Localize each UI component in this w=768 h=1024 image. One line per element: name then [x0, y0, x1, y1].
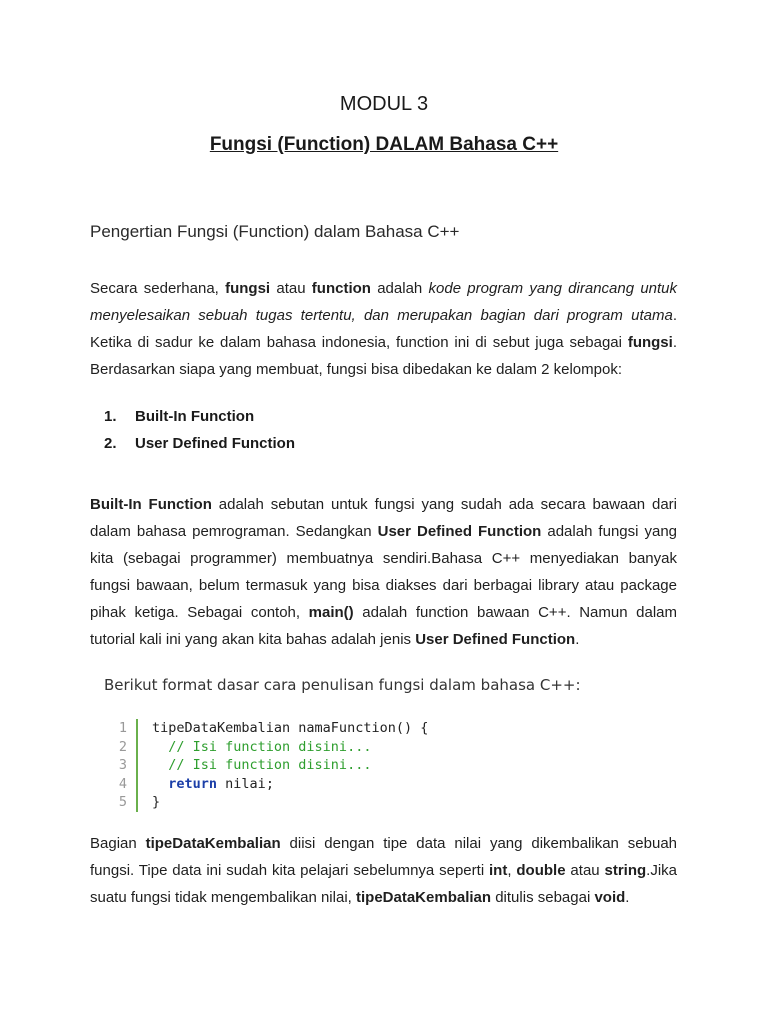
- document-subtitle: Fungsi (Function) DALAM Bahasa C++: [209, 134, 559, 155]
- return-type-paragraph: Bagian tipeDataKembalian diisi dengan tipe data nilai yang dikembalikan sebuah fungsi. Tipe data ini sudah kita pelajari sebelumnya seperti int, double atau string.Jika suatu fungsi tidak mengembalikan nilai, tipeDataKembalian ditulis sebagai void.: [90, 835, 678, 906]
- code-line: 1 tipeDataKembalian namaFunction() {: [112, 719, 532, 738]
- function-type-list: [104, 403, 295, 457]
- code-line: 2 // Isi function disini...: [112, 738, 532, 757]
- code-caption: Berikut format dasar cara penulisan fungsi dalam bahasa C++:: [104, 676, 581, 694]
- list-item: 2. User Defined Function: [104, 435, 296, 452]
- code-line: 3 // Isi function disini...: [112, 756, 532, 775]
- code-line: 4 return nilai;: [112, 775, 532, 794]
- code-block: [112, 719, 532, 812]
- section-heading: Pengertian Fungsi (Function) dalam Bahasa C++: [90, 222, 460, 241]
- builtin-paragraph: Built-In Function adalah sebutan untuk fungsi yang sudah ada secara bawaan dari dalam bahasa pemrograman. Sedangkan User Defined Function adalah fungsi yang kita (sebagai programmer) membuatnya sendiri.Bahasa C++ menyediakan banyak fungsi bawaan, belum termasuk yang bisa diakses dari berbagai library atau package pihak ketiga. Sebagai contoh, main() adalah function bawaan C++. Namun dalam tutorial kali ini yang akan kita bahas adalah jenis User Defined Function.: [90, 496, 678, 648]
- list-item: 1. Built-In Function: [104, 408, 255, 425]
- module-title: MODUL 3: [339, 93, 429, 115]
- code-line: 5 }: [112, 793, 532, 812]
- intro-paragraph: Secara sederhana, fungsi atau function adalah kode program yang dirancang untuk menyelesaikan sebuah tugas tertentu, dan merupakan bagian dari program utama. Ketika di sadur ke dalam bahasa indonesia, function ini di sebut juga sebagai fungsi. Berdasarkan siapa yang membuat, fungsi bisa dibedakan ke dalam 2 kelompok:: [90, 280, 678, 378]
